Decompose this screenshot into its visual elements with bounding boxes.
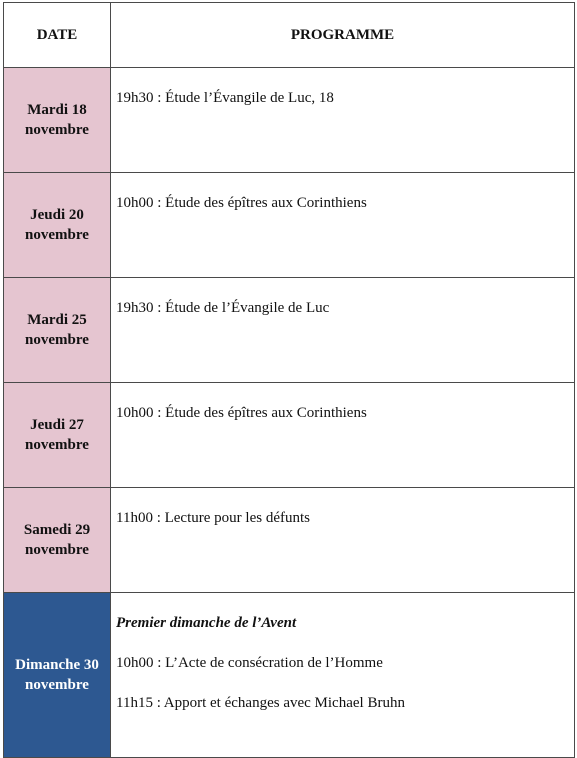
programme-cell bbox=[111, 593, 575, 758]
date-cell bbox=[4, 488, 111, 593]
table-header-row bbox=[4, 3, 575, 68]
date-day: Mardi 18 bbox=[27, 102, 87, 118]
date-cell bbox=[4, 383, 111, 488]
table-row bbox=[4, 488, 575, 593]
programme-column-header: PROGRAMME bbox=[111, 3, 575, 68]
programme-line: 11h00 : Lecture pour les défunts bbox=[116, 510, 310, 526]
date-day: Jeudi 27 bbox=[30, 417, 84, 433]
programme-line: 10h00 : L’Acte de consécration de l’Homme bbox=[116, 655, 383, 671]
date-cell bbox=[4, 278, 111, 383]
programme-line: 10h00 : Étude des épîtres aux Corinthiens bbox=[116, 195, 367, 211]
date-day: Jeudi 20 bbox=[30, 207, 84, 223]
date-month: novembre bbox=[25, 437, 89, 453]
date-month: novembre bbox=[25, 227, 89, 243]
programme-cell bbox=[111, 173, 575, 278]
table-row bbox=[4, 68, 575, 173]
programme-cell bbox=[111, 68, 575, 173]
programme-line: 11h15 : Apport et échanges avec Michael Bruhn bbox=[116, 695, 405, 711]
date-month: novembre bbox=[25, 332, 89, 348]
date-month: novembre bbox=[25, 677, 89, 693]
programme-subtitle: Premier dimanche de l’Avent bbox=[116, 615, 297, 631]
date-cell bbox=[4, 68, 111, 173]
programme-cell bbox=[111, 488, 575, 593]
programme-line: 19h30 : Étude l’Évangile de Luc, 18 bbox=[116, 90, 334, 106]
programme-cell bbox=[111, 278, 575, 383]
date-day: Dimanche 30 bbox=[15, 657, 99, 673]
date-cell bbox=[4, 173, 111, 278]
schedule-table bbox=[3, 2, 575, 758]
programme-cell bbox=[111, 383, 575, 488]
date-month: novembre bbox=[25, 122, 89, 138]
date-day: Mardi 25 bbox=[27, 312, 87, 328]
date-day: Samedi 29 bbox=[23, 522, 91, 538]
date-month: novembre bbox=[25, 542, 89, 558]
programme-line: 19h30 : Étude de l’Évangile de Luc bbox=[116, 300, 330, 316]
table-row bbox=[4, 173, 575, 278]
programme-line: 10h00 : Étude des épîtres aux Corinthiens bbox=[116, 405, 367, 421]
table-row bbox=[4, 278, 575, 383]
date-column-header: DATE bbox=[4, 3, 111, 68]
table-row bbox=[4, 593, 575, 758]
table-row bbox=[4, 383, 575, 488]
date-cell-highlighted bbox=[4, 593, 111, 758]
